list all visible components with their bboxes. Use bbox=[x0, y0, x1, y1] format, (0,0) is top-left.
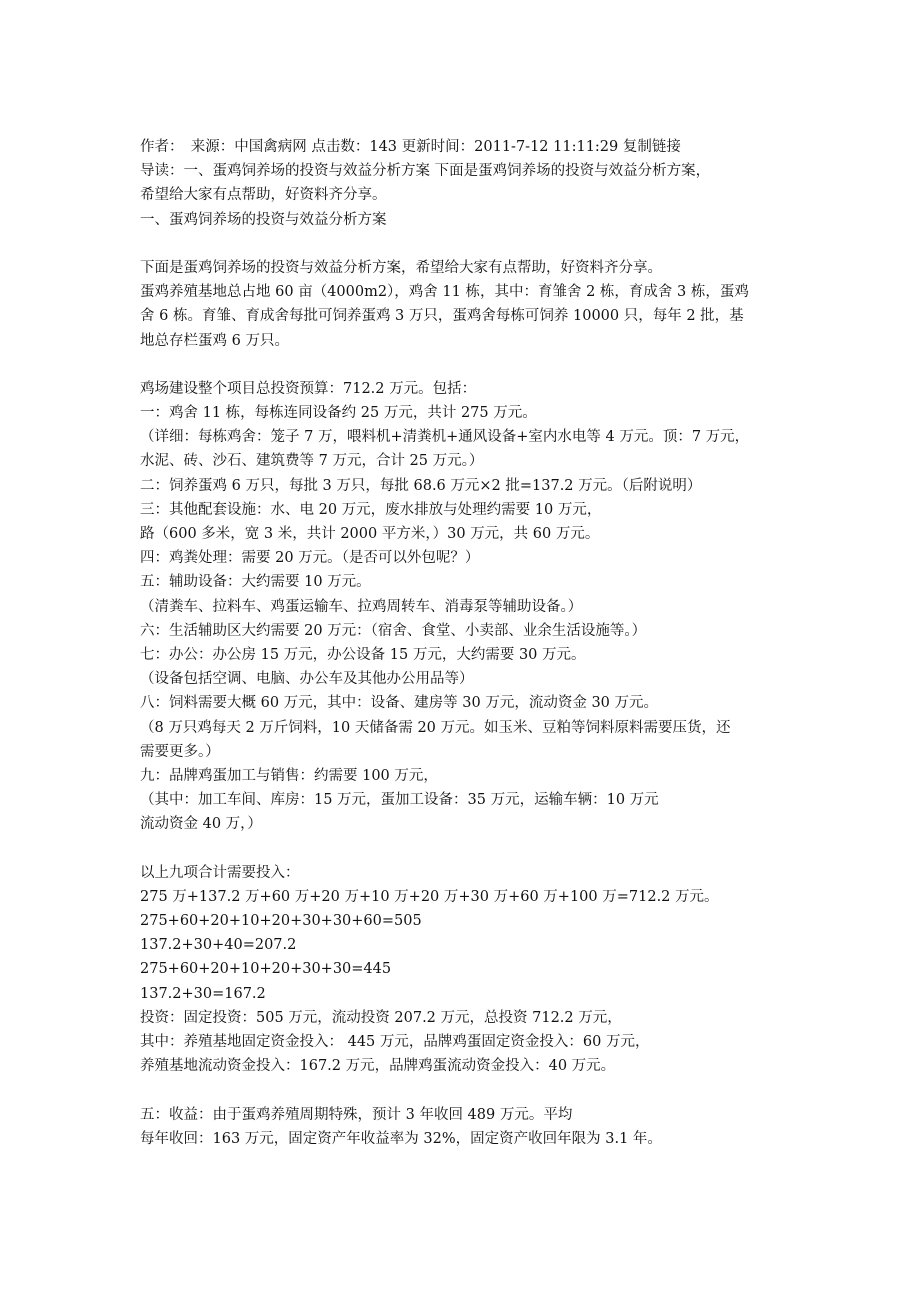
text-line: 275 万+137.2 万+60 万+20 万+10 万+20 万+30 万+60 万+100 万=712.2 万元。 bbox=[140, 888, 719, 905]
text-line: 四：鸡粪处理：需要 20 万元。（是否可以外包呢？） bbox=[140, 550, 480, 567]
text-line: 三：其他配套设施：水、电 20 万元，废水排放与处理约需要 10 万元， bbox=[140, 501, 602, 518]
document-body bbox=[140, 135, 800, 1151]
text-line: 水泥、砖、沙石、建筑费等 7 万元，合计 25 万元。） bbox=[140, 453, 484, 470]
text-line: 路（600 多米，宽 3 米，共计 2000 平方米，）30 万元，共 60 万元。 bbox=[140, 526, 600, 542]
text-line: 137.2+30+40=207.2 bbox=[140, 937, 297, 954]
text-line: 275+60+20+10+20+30+30=445 bbox=[140, 961, 392, 978]
text-line: 每年收回：163 万元，固定资产年收益率为 32%，固定资产收回年限为 3.1 年。 bbox=[140, 1130, 662, 1147]
blank-line bbox=[140, 232, 800, 256]
text-line: （其中：加工车间、库房：15 万元，蛋加工设备：35 万元，运输车辆：10 万元 bbox=[140, 792, 659, 809]
text-line: 蛋鸡养殖基地总占地 60 亩（4000m2），鸡舍 11 栋，其中：育雏舍 2 栋，育成舍 3 栋，蛋鸡 bbox=[140, 284, 749, 301]
text-line: 137.2+30=167.2 bbox=[140, 985, 266, 1002]
text-line: 九：品牌鸡蛋加工与销售：约需要 100 万元， bbox=[140, 767, 438, 784]
text-line: 舍 6 栋。育雏、育成舍每批可饲养蛋鸡 3 万只，蛋鸡舍每栋可饲养 10000 只，每年 2 批，基 bbox=[140, 308, 744, 325]
blank-line bbox=[140, 836, 800, 860]
text-line: 投资：固定投资：505 万元，流动投资 207.2 万元，总投资 712.2 万元， bbox=[140, 1009, 622, 1026]
text-line: 希望给大家有点帮助，好资料齐分享。 bbox=[140, 187, 387, 204]
text-line: 需要更多。） bbox=[140, 743, 220, 760]
text-line: 275+60+20+10+20+30+30+60=505 bbox=[140, 913, 422, 929]
text-line: 五：收益：由于蛋鸡养殖周期特殊，预计 3 年收回 489 万元。平均 bbox=[140, 1106, 573, 1123]
text-line: 以上九项合计需要投入： bbox=[140, 864, 300, 881]
text-line: 作者： 来源：中国禽病网 点击数：143 更新时间：2011-7-12 11:11:29 复制链接 bbox=[140, 139, 681, 155]
text-line: 地总存栏蛋鸡 6 万只。 bbox=[140, 332, 289, 349]
text-line: （详细：每栋鸡舍：笼子 7 万，喂料机+清粪机+通风设备+室内水电等 4 万元。顶：7 万元， bbox=[140, 429, 750, 446]
blank-line bbox=[140, 1078, 800, 1102]
text-line: 其中：养殖基地固定资金投入： 445 万元，品牌鸡蛋固定资金投入：60 万元， bbox=[140, 1033, 650, 1050]
text-line: 七：办公：办公房 15 万元，办公设备 15 万元，大约需要 30 万元。 bbox=[140, 646, 586, 663]
text-line: 流动资金 40 万，） bbox=[140, 816, 262, 833]
blank-line bbox=[140, 353, 800, 377]
text-line: （设备包括空调、电脑、办公车及其他办公用品等） bbox=[140, 671, 474, 688]
text-line: （清粪车、拉料车、鸡蛋运输车、拉鸡周转车、消毒泵等辅助设备。） bbox=[140, 598, 583, 615]
text-line: 六：生活辅助区大约需要 20 万元：（宿舍、食堂、小卖部、业余生活设施等。） bbox=[140, 622, 647, 639]
text-line: 五：辅助设备：大约需要 10 万元。 bbox=[140, 574, 371, 591]
text-line: 养殖基地流动资金投入：167.2 万元，品牌鸡蛋流动资金投入：40 万元。 bbox=[140, 1058, 616, 1075]
text-line: 二：饲养蛋鸡 6 万只，每批 3 万只，每批 68.6 万元×2 批=137.2 万元。（后附说明） bbox=[140, 477, 702, 494]
text-line: 一、蛋鸡饲养场的投资与效益分析方案 bbox=[140, 211, 387, 228]
text-line: 八：饲料需要大概 60 万元，其中：设备、建房等 30 万元，流动资金 30 万元。 bbox=[140, 695, 659, 712]
text-line: 一：鸡舍 11 栋，每栋连同设备约 25 万元，共计 275 万元。 bbox=[140, 405, 537, 422]
text-line: 下面是蛋鸡饲养场的投资与效益分析方案，希望给大家有点帮助，好资料齐分享。 bbox=[140, 259, 662, 276]
text-line: （8 万只鸡每天 2 万斤饲料，10 天储备需 20 万元。如玉米、豆粕等饲料原料需要压货，还 bbox=[140, 719, 731, 736]
text-line: 导读：一、蛋鸡饲养场的投资与效益分析方案 下面是蛋鸡饲养场的投资与效益分析方案， bbox=[140, 163, 711, 180]
text-line: 鸡场建设整个项目总投资预算：712.2 万元。包括： bbox=[140, 380, 477, 397]
